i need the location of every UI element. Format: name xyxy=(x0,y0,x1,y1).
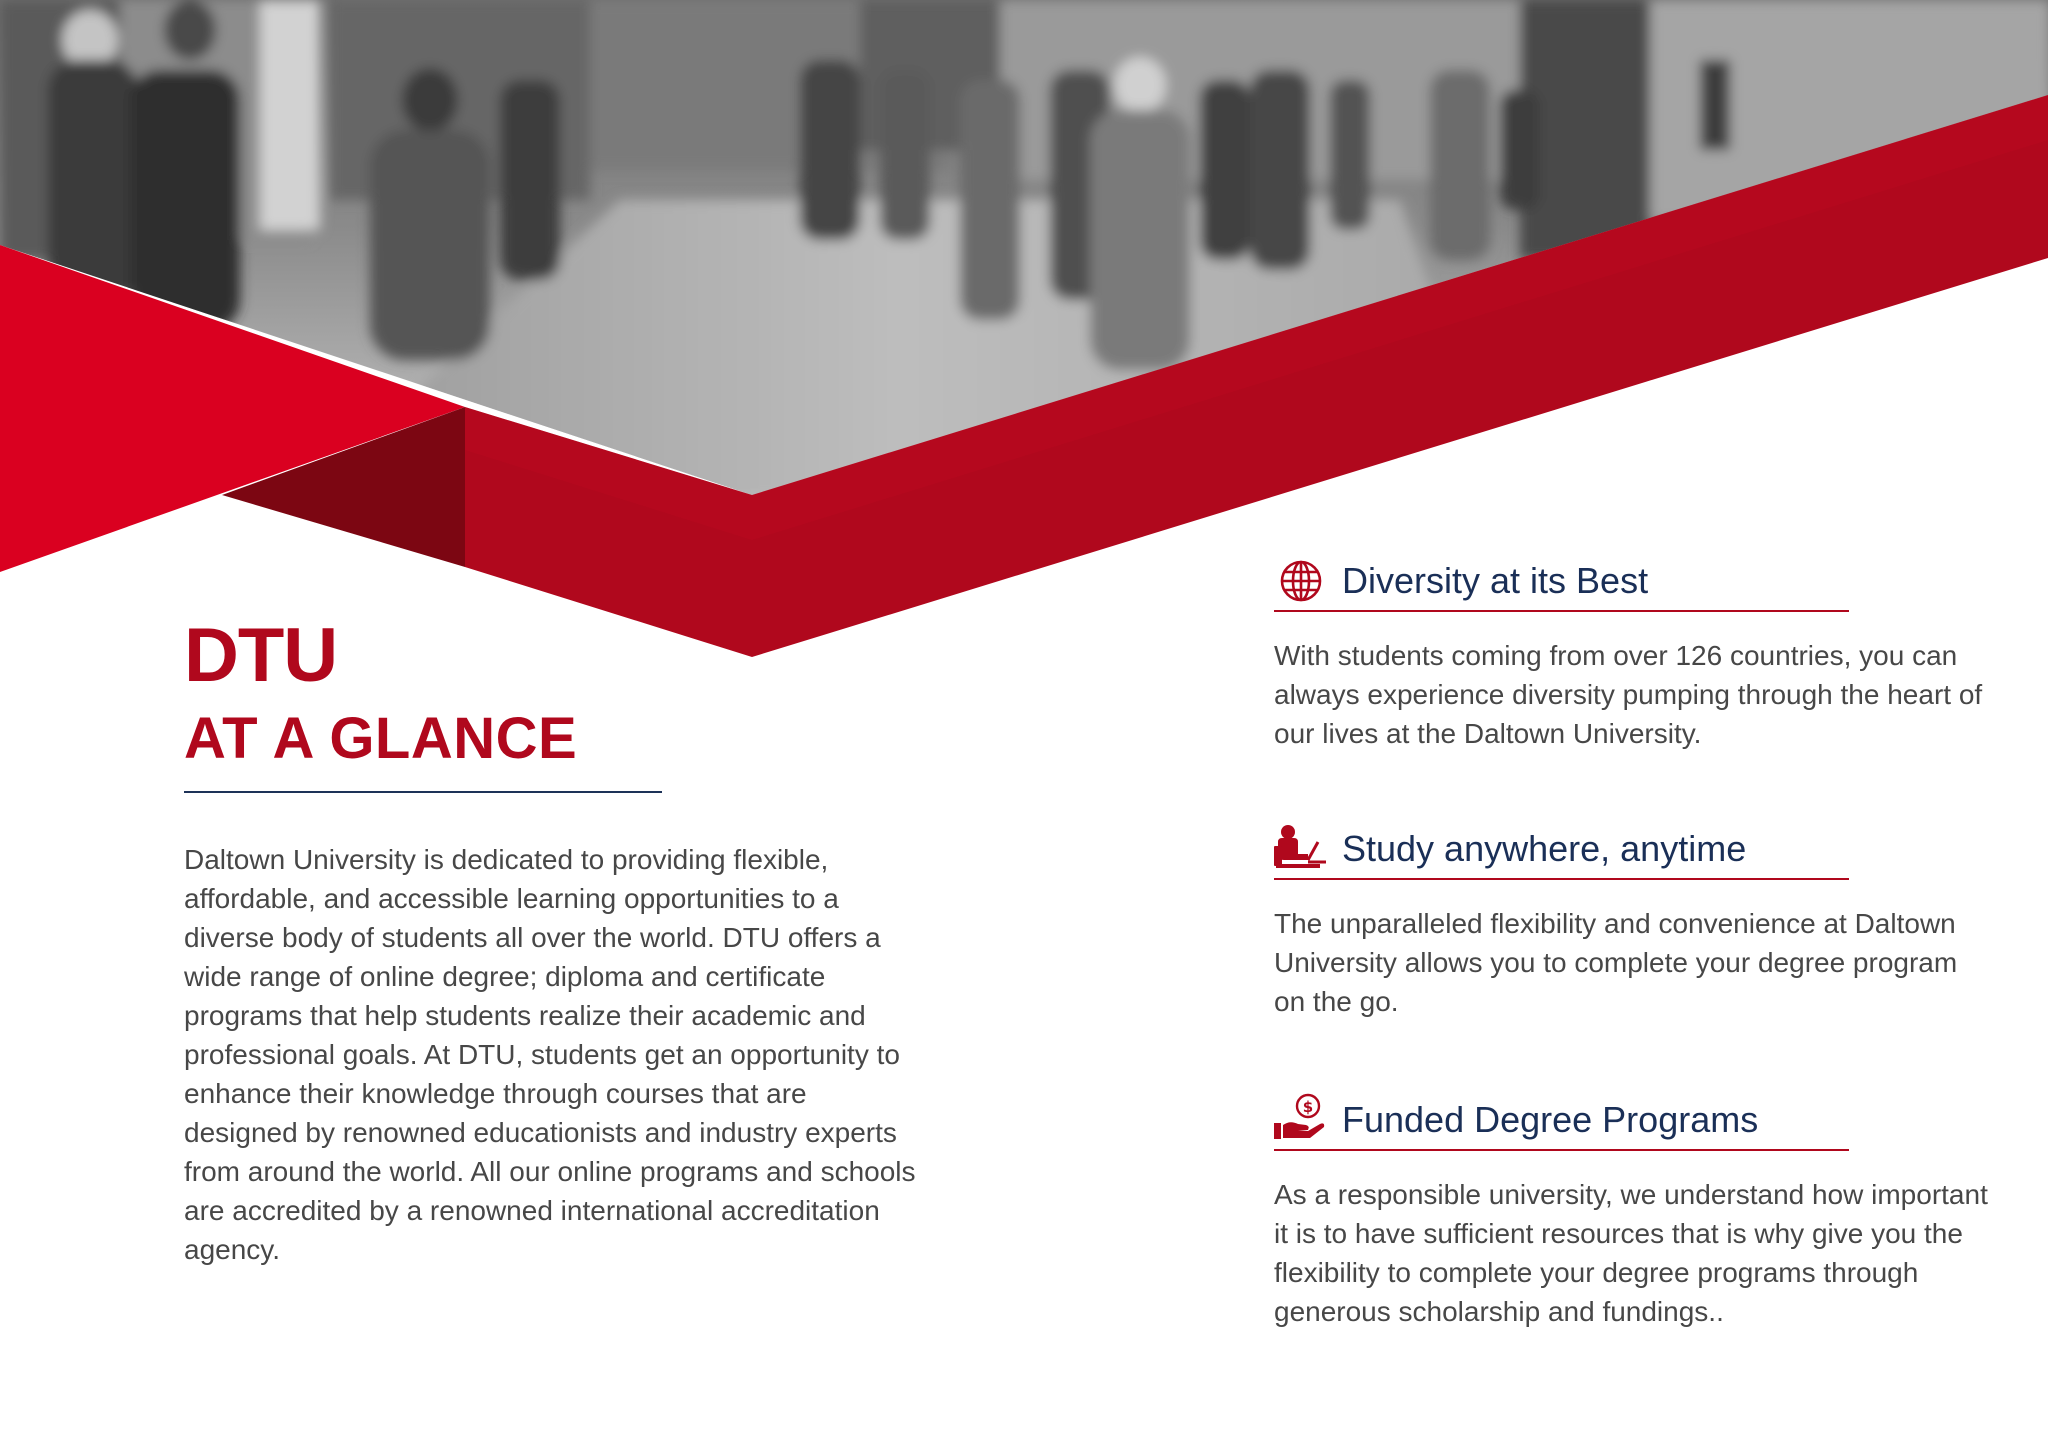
globe-icon xyxy=(1274,554,1328,608)
title-dtu: DTU xyxy=(184,613,338,698)
feature-study-anywhere xyxy=(1274,822,1994,1021)
feature-title: Funded Degree Programs xyxy=(1342,1099,1759,1140)
title-at-a-glance: AT A GLANCE xyxy=(184,706,578,771)
feature-title: Study anywhere, anytime xyxy=(1342,828,1747,869)
feature-funded-programs xyxy=(1274,1093,1994,1331)
title-divider xyxy=(184,791,662,793)
feature-text: The unparalleled flexibility and convenience at Daltown University allows you to complete your degree program on the go. xyxy=(1274,908,1958,1017)
feature-title: Diversity at its Best xyxy=(1342,560,1649,601)
feature-header xyxy=(1274,554,1849,612)
feature-header xyxy=(1274,822,1849,880)
feature-header xyxy=(1274,1093,1849,1151)
hand-coin-icon xyxy=(1274,1093,1328,1147)
person-laptop-icon xyxy=(1274,822,1328,876)
feature-text: As a responsible university, we understand how important it is to have sufficient resources that is why give you the flexibility to complete your degree programs through generous scholarship and fundings.. xyxy=(1274,1179,1988,1327)
page-title xyxy=(184,612,577,778)
feature-diversity xyxy=(1274,554,1994,753)
intro-paragraph: Daltown University is dedicated to providing flexible, affordable, and accessible learning opportunities to a diverse body of students all over the world. DTU offers a wide range of online degree; diploma and certificate programs that help students realize their academic and professional goals. At DTU, students get an opportunity to enhance their knowledge through courses that are designed by renowned educationists and industry experts from around the world. All our online programs and schools are accredited by a renowned international accreditation agency. xyxy=(184,844,916,1265)
svg-text:$: $ xyxy=(1302,1098,1314,1116)
feature-text: With students coming from over 126 countries, you can always experience diversity pumping through the heart of our lives at the Daltown University. xyxy=(1274,640,1983,749)
